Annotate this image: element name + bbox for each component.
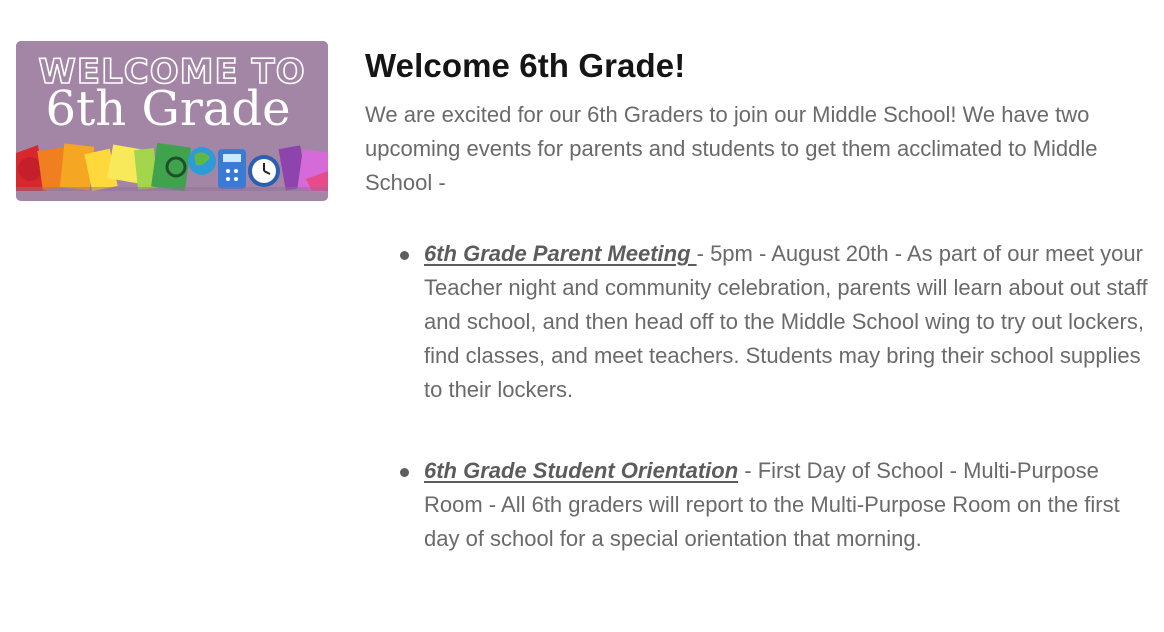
page-title: Welcome 6th Grade!	[365, 47, 686, 84]
bullet-icon	[400, 251, 409, 260]
banner-line-2: 6th Grade	[45, 81, 291, 137]
article-content	[365, 44, 1155, 551]
intro-paragraph: We are excited for our 6th Graders to join our Middle School! We have two upcoming events for parents and students to get them acclimated to Middle School -	[365, 102, 1098, 195]
welcome-banner-image	[16, 41, 328, 201]
list-item	[424, 237, 1154, 407]
list-item	[424, 454, 1154, 556]
student-orientation-link[interactable]: 6th Grade Student Orientation	[424, 458, 739, 483]
event-details: - First Day of School - Multi-Purpose Room - All 6th graders will report to the Multi-Purpose Room on the first day of school for a special orientation that morning.	[424, 458, 1120, 551]
bullet-icon	[400, 468, 409, 477]
banner-line-1: WELCOME TO	[38, 52, 306, 92]
event-details: - 5pm - August 20th - As part of our meet your Teacher night and community celebration, parents will learn about out staff and school, and then head off to the Middle School wing to try out lockers, find classes, and meet teachers. Students may bring their school supplies to their lockers.	[424, 241, 1148, 402]
parent-meeting-link[interactable]: 6th Grade Parent Meeting	[424, 241, 697, 266]
